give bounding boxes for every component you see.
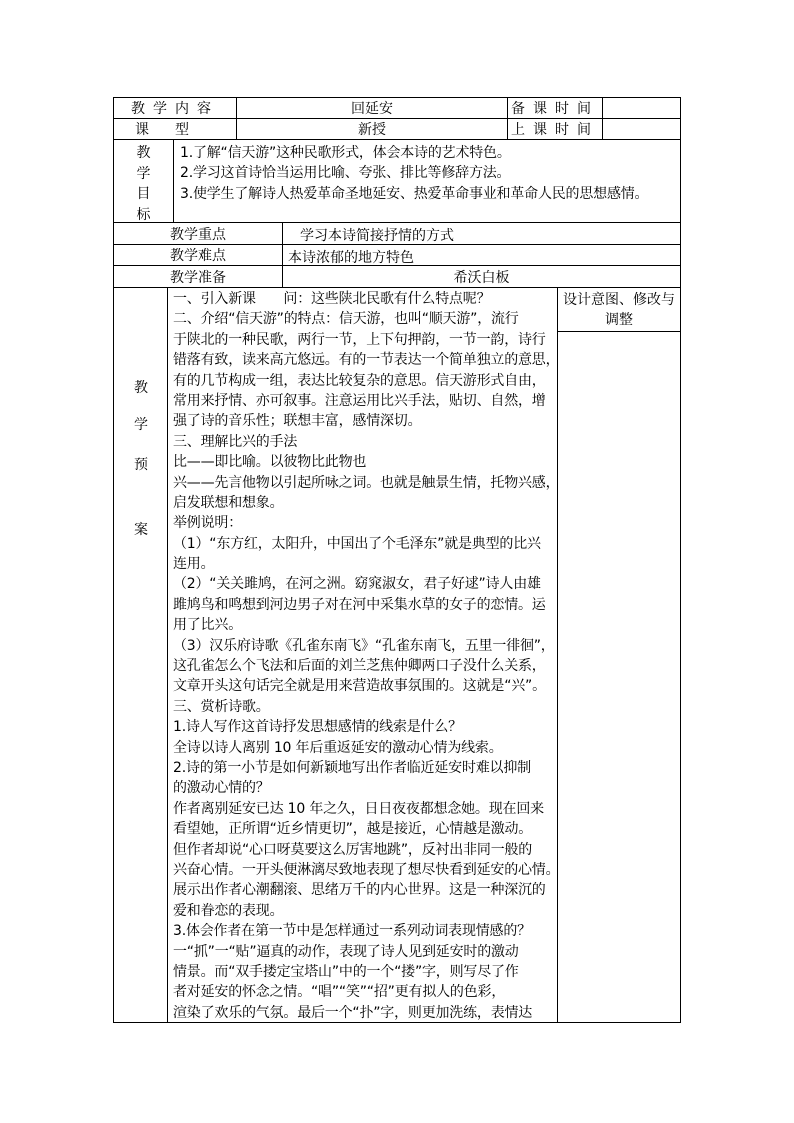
objectives-label-char: 标	[136, 206, 151, 223]
objectives-label-char: 教	[136, 145, 151, 161]
plan-line: 启发联想和想象。	[173, 494, 284, 511]
objectives-list	[173, 139, 681, 223]
plan-line: 三、理解比兴的手法	[173, 433, 298, 450]
plan-line: 作者离别延安已达 10 年之久，日日夜夜都想念她。现在回来	[173, 800, 544, 817]
prep-time-label: 备课时间	[507, 97, 603, 119]
objectives-label	[113, 139, 174, 223]
plan-line: 有的几节构成一组，表达比较复杂的意思。信天游形式自由，	[173, 372, 546, 389]
prep-time-value[interactable]	[602, 97, 681, 119]
plan-line: 3.体会作者在第一节中是怎样通过一系列动词表现情感的？	[173, 923, 531, 940]
plan-label-char: 教	[134, 380, 148, 396]
preparation-value: 希沃白板	[282, 265, 681, 288]
key-point-value: 学习本诗简接抒情的方式	[282, 222, 681, 245]
plan-line: 2.诗的第一小节是如何新颖地写出作者临近延安时难以抑制	[173, 759, 531, 776]
objective-item: 3.使学生了解诗人热爱革命圣地延安、热爱革命事业和革命人民的思想感情。	[180, 185, 649, 202]
plan-line: 强了诗的音乐性；联想丰富，感情深切。	[173, 413, 422, 430]
plan-line: 的激动心情的？	[173, 780, 270, 797]
plan-line: 爱和眷恋的表现。	[173, 902, 284, 919]
plan-line: 雎鸠鸟和鸣想到河边男子对在河中采集水草的女子的恋情。运	[173, 596, 546, 613]
objectives-label-char: 目	[136, 186, 151, 202]
plan-line: 连用。	[173, 556, 215, 573]
plan-line: 一、引入新课 问：这些陕北民歌有什么特点呢？	[173, 291, 491, 307]
design-intent-notes[interactable]	[557, 331, 681, 1023]
class-time-label: 上课时间	[507, 118, 603, 140]
plan-label-char: 案	[134, 522, 148, 538]
plan-line: 全诗以诗人离别 10 年后重返延安的激动心情为线索。	[173, 739, 503, 756]
plan-line: 二、介绍“信天游”的特点：信天游，也叫“顺天游”，流行	[173, 311, 519, 328]
content-label: 教学内容	[113, 97, 237, 119]
plan-line: （3）汉乐府诗歌《孔雀东南飞》“孔雀东南飞，五里一徘徊”，	[173, 637, 555, 654]
objective-item: 1.了解“信天游”这种民歌形式，体会本诗的艺术特色。	[180, 145, 511, 161]
plan-line: （1）“东方红，太阳升，中国出了个毛泽东”就是典型的比兴	[173, 535, 541, 552]
plan-line: 展示出作者心潮翻滚、思绪万千的内心世界。这是一种深沉的	[173, 882, 546, 899]
objectives-label-char: 学	[136, 165, 151, 182]
plan-line: 但作者却说“心口呀莫要这么厉害地跳”，反衬出非同一般的	[173, 841, 533, 858]
plan-line: 一“抓”一“贴”逼真的动作，表现了诗人见到延安时的激动	[173, 943, 519, 960]
plan-line: 1.诗人写作这首诗抒发思想感情的线索是什么？	[173, 719, 462, 736]
type-label: 课型	[113, 118, 237, 140]
plan-line: 三、赏析诗歌。	[173, 698, 270, 715]
key-point-label: 教学重点	[113, 222, 283, 245]
difficulty-label: 教学难点	[113, 244, 283, 266]
plan-line: 于陕北的一种民歌，两行一节，上下句押韵，一节一韵，诗行	[173, 331, 546, 348]
preparation-label: 教学准备	[113, 265, 283, 288]
plan-line: 兴——先言他物以引起所咏之词。也就是触景生情，托物兴感，	[173, 474, 560, 491]
plan-line: 举例说明：	[173, 515, 242, 532]
plan-line: 比——即比喻。以彼物比此物也	[173, 454, 367, 471]
plan-line: 用了比兴。	[173, 617, 242, 634]
plan-line: 者对延安的怀念之情。“唱”“笑”“招”更有拟人的色彩，	[173, 984, 506, 1001]
plan-line: 情景。而“双手搂定宝塔山”中的一个“搂”字，则写尽了作	[173, 963, 519, 980]
plan-line: 渲染了欢乐的气氛。最后一个“扑”字，则更加洗练，表情达	[173, 1004, 533, 1021]
plan-label	[113, 287, 168, 1023]
type-value: 新授	[236, 118, 508, 140]
objective-item: 2.学习这首诗恰当运用比喻、夸张、排比等修辞方法。	[180, 165, 511, 182]
difficulty-value: 本诗浓郁的地方特色	[282, 244, 681, 266]
plan-label-char: 预	[134, 457, 148, 473]
plan-label-char: 学	[134, 417, 148, 433]
plan-line: （2）“关关雎鸠，在河之洲。窈窕淑女，君子好逑”诗人由雄	[173, 576, 541, 593]
plan-line: 这孔雀怎么个飞法和后面的刘兰芝焦仲卿两口子没什么关系，	[173, 658, 546, 675]
plan-line: 文章开头这句话完全就是用来营造故事氛围的。这就是“兴”。	[173, 678, 546, 695]
content-value: 回延安	[236, 97, 508, 119]
class-time-value[interactable]	[602, 118, 681, 140]
design-intent-header: 设计意图、修改与调整	[557, 287, 681, 332]
plan-line: 错落有致，读来高亢悠远。有的一节表达一个简单独立的意思，	[173, 352, 560, 369]
plan-line: 常用来抒情、亦可叙事。注意运用比兴手法，贴切、自然，增	[173, 392, 546, 409]
plan-line: 兴奋心情。一开头便淋漓尽致地表现了想尽快看到延安的心情。	[173, 861, 560, 878]
plan-body	[167, 287, 558, 1023]
plan-line: 看望她，正所谓“近乡情更切”，越是接近，心情越是激动。	[173, 821, 533, 838]
